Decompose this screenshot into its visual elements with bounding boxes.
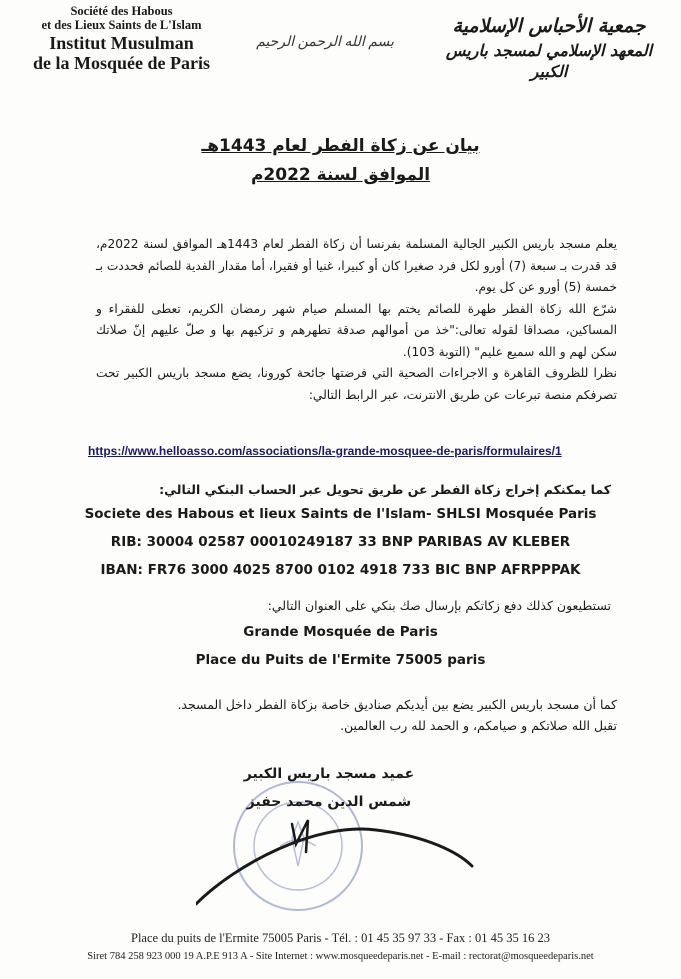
body-paragraph: نظرا للظروف القاهرة و الاجراءات الصحية التي فرضتها جائحة كورونا، يضع مسجد باريس الكبير تحت تصرفكم منصة تبرعات عن طريق الانترنت، عبر الرابط التالي: (96, 366, 617, 402)
basmala-calligraphy: بسم الله الرحمن الرحيم (256, 35, 394, 50)
french-letterhead (14, 4, 229, 74)
account-holder: Societe des Habous et lieux Saints de l'Islam- SHLSI Mosquée Paris (84, 506, 597, 522)
address-line: Grande Mosquée de Paris (243, 624, 438, 640)
body-paragraph: شرّع الله زكاة الفطر طهرة للصائم يختم بها المسلم صيام شهر رمضان الكريم، تعطى للفقراء و المساكين، مصداقا لقوله تعالى:"خذ من أموالهم صدقة تطهرهم و تزكيهم بها و صلّ عليهم إنّ صلاتك سكن لهم و الله سميع عليم" (التوبة 103). (96, 301, 617, 359)
closing-line: كما أن مسجد باريس الكبير يضع بين أيديكم صناديق خاصة بزكاة الفطر داخل المسجد. (177, 697, 617, 712)
handwritten-signature (196, 800, 476, 920)
signatory-name: شمس الدين محمد حفيز (246, 794, 412, 810)
cheque-address-intro: تستطيعون كذلك دفع زكاتكم بإرسال صك بنكي على العنوان التالي: (267, 598, 611, 613)
closing-line: تقبل الله صلاتكم و صيامكم، و الحمد لله رب العالمين. (340, 718, 617, 733)
arabic-letterhead (439, 14, 659, 83)
document-title (0, 136, 681, 185)
donation-link[interactable]: https://www.helloasso.com/associations/la-grande-mosquee-de-paris/formulaires/1 (88, 444, 562, 458)
letterhead-line: et des Lieux Saints de L'Islam (41, 18, 202, 33)
title-line: بيان عن زكاة الفطر لعام 1443هـ (201, 136, 480, 156)
signatory-title: عميد مسجد باريس الكبير (243, 766, 415, 782)
letterhead-line: جمعية الأحباس الإسلامية (452, 15, 646, 37)
footer-legal: Siret 784 258 923 000 19 A.P.E 913 A - Site Internet : www.mosqueedeparis.net - E-mail : rectorat@mosqueedeparis.net (87, 951, 594, 962)
address-line: Place du Puits de l'Ermite 75005 paris (195, 652, 486, 668)
letterhead-line: de la Mosquée de Paris (33, 53, 210, 74)
letterhead-line: المعهد الإسلامي لمسجد باريس الكبير (445, 40, 653, 82)
letterhead-line: Institut Musulman (49, 32, 194, 53)
rib-number: RIB: 30004 02587 00010249187 33 BNP PARIBAS AV KLEBER (110, 534, 571, 550)
body-paragraph: يعلم مسجد باريس الكبير الجالية المسلمة بفرنسا أن زكاة الفطر لعام 1443هـ الموافق لسنة 2022م، قد قدرت بـ سبعة (7) أورو لكل فرد صغيرا كان أو كبيرا، غنيا أو فقيرا، أما مقدار الفدية للصائم فحددت بـ خمسة (5) أورو عن كل يوم. (96, 237, 617, 294)
announcement-body (96, 234, 617, 406)
letterhead-line: Société des Habous (70, 4, 173, 18)
bank-transfer-intro: كما يمكنكم إخراج زكاة الفطر عن طريق تحويل عبر الحساب البنكي التالي: (159, 482, 611, 497)
footer-contact: Place du puits de l'Ermite 75005 Paris - Tél. : 01 45 35 97 33 - Fax : 01 45 35 16 23 (131, 931, 550, 945)
iban-number: IBAN: FR76 3000 4025 8700 0102 4918 733 BIC BNP AFRPPPAK (100, 562, 581, 578)
title-line: الموافق لسنة 2022م (250, 165, 431, 185)
closing-text (96, 694, 617, 736)
